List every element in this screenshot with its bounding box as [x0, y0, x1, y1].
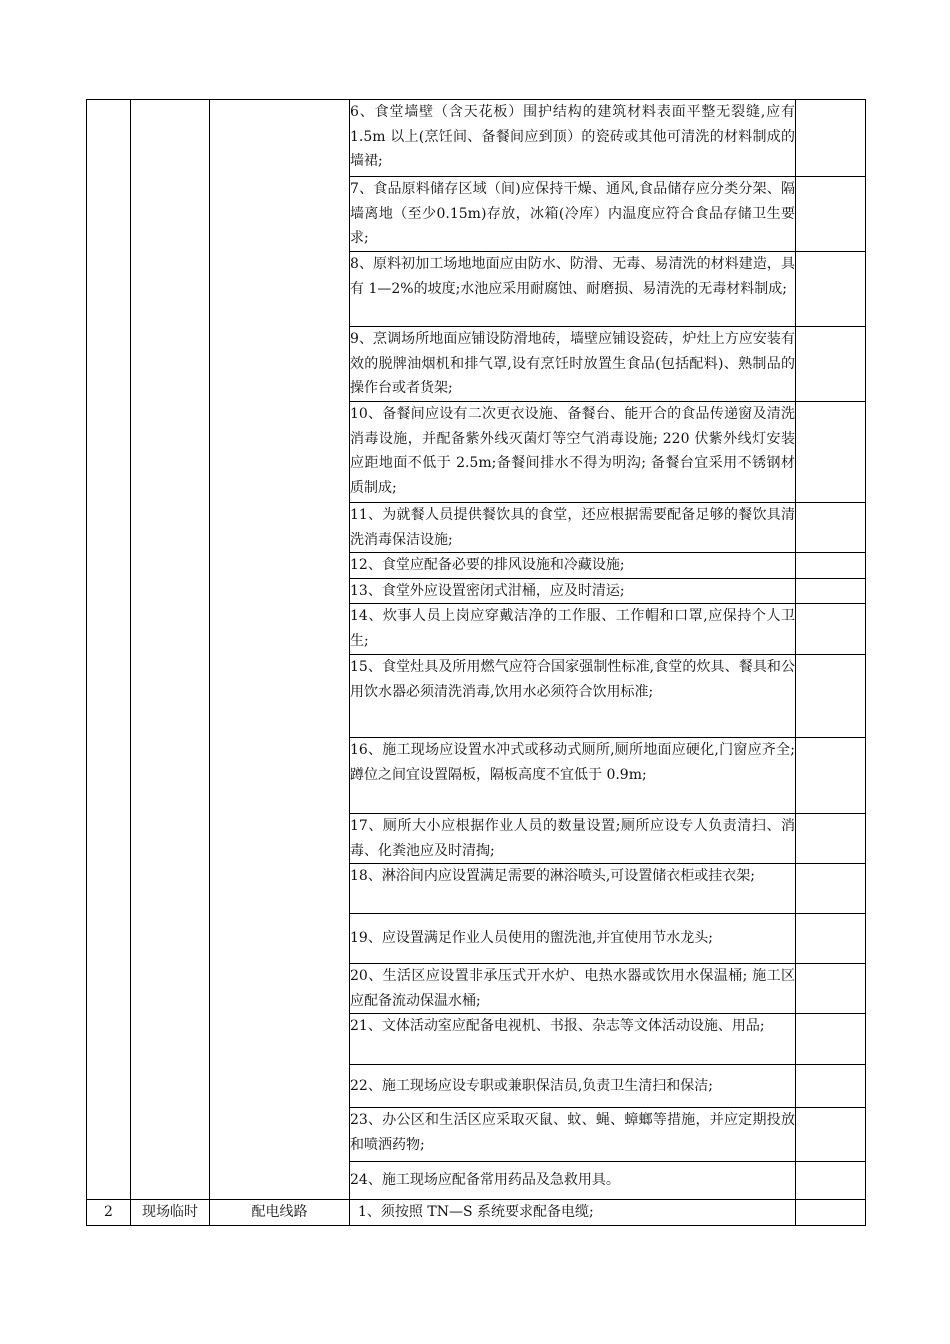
index-cell: 2: [87, 1200, 131, 1226]
requirement-cell: 8、原料初加工场地地面应由防水、防滑、无毒、易清洗的材料建造，具有 1—2%的坡度;水池应采用耐腐蚀、耐磨损、易清洗的无毒材料制成;: [350, 252, 796, 327]
item-cell: 配电线路: [210, 1200, 350, 1226]
requirement-cell: 16、施工现场应设置水冲式或移动式厕所,厕所地面应硬化,门窗应齐全; 蹲位之间宜设置隔板，隔板高度不宜低于 0.9m;: [350, 738, 796, 814]
requirement-cell: 14、炊事人员上岗应穿戴洁净的工作服、工作帽和口罩,应保持个人卫生;: [350, 604, 796, 655]
requirement-cell: 11、为就餐人员提供餐饮具的食堂，还应根据需要配备足够的餐饮具清洗消毒保洁设施;: [350, 503, 796, 553]
requirement-cell: 7、食品原料储存区域（间)应保持干燥、通风,食品储存应分类分架、隔墙离地（至少0.15m)存放，冰箱(冷库）内温度应符合食品存储卫生要求;: [350, 177, 796, 252]
result-cell[interactable]: [796, 100, 866, 177]
item-cell: [210, 100, 350, 1200]
requirement-cell: 12、食堂应配备必要的排风设施和冷藏设施;: [350, 553, 796, 579]
result-cell[interactable]: [796, 1014, 866, 1065]
inspection-table: [86, 99, 866, 1226]
result-cell[interactable]: [796, 252, 866, 327]
requirement-cell: 19、应设置满足作业人员使用的盥洗池,并宜使用节水龙头;: [350, 914, 796, 964]
result-cell[interactable]: [796, 1162, 866, 1200]
requirement-cell: 9、烹调场所地面应铺设防滑地砖，墙壁应铺设瓷砖，炉灶上方应安装有效的脱牌油烟机和排气罩,设有烹饪时放置生食品(包括配料)、熟制品的操作台或者货架;: [350, 327, 796, 402]
requirement-cell: 1、须按照 TN—S 系统要求配备电缆;: [350, 1200, 796, 1226]
requirement-cell: 21、文体活动室应配备电视机、书报、杂志等文体活动设施、用品;: [350, 1014, 796, 1065]
result-cell[interactable]: [796, 655, 866, 738]
result-cell[interactable]: [796, 1200, 866, 1226]
requirement-cell: 13、食堂外应设置密闭式泔桶，应及时清运;: [350, 578, 796, 604]
result-cell[interactable]: [796, 964, 866, 1014]
category-cell: 现场临时: [131, 1200, 210, 1226]
result-cell[interactable]: [796, 1108, 866, 1162]
result-cell[interactable]: [796, 177, 866, 252]
requirement-cell: 6、食堂墙壁（含天花板）围护结构的建筑材料表面平整无裂缝,应有 1.5m 以上(烹饪间、备餐间应到顶）的瓷砖或其他可清洗的材料制成的墙裙;: [350, 100, 796, 177]
requirement-cell: 15、食堂灶具及所用燃气应符合国家强制性标准,食堂的炊具、餐具和公用饮水器必须清洗消毒,饮用水必须符合饮用标准;: [350, 655, 796, 738]
requirement-cell: 17、厕所大小应根据作业人员的数量设置;厕所应设专人负责清扫、消毒、化粪池应及时清掏;: [350, 814, 796, 864]
requirement-cell: 18、淋浴间内应设置满足需要的淋浴喷头,可设置储衣柜或挂衣架;: [350, 864, 796, 914]
result-cell[interactable]: [796, 814, 866, 864]
result-cell[interactable]: [796, 1065, 866, 1108]
result-cell[interactable]: [796, 864, 866, 914]
result-cell[interactable]: [796, 402, 866, 503]
requirement-cell: 22、施工现场应设专职或兼职保洁员,负责卫生清扫和保洁;: [350, 1065, 796, 1108]
requirement-cell: 20、生活区应设置非承压式开水炉、电热水器或饮用水保温桶; 施工区应配备流动保温水桶;: [350, 964, 796, 1014]
result-cell[interactable]: [796, 553, 866, 579]
result-cell[interactable]: [796, 738, 866, 814]
result-cell[interactable]: [796, 914, 866, 964]
requirement-cell: 23、办公区和生活区应采取灭鼠、蚊、蝇、蟑螂等措施，并应定期投放和喷洒药物;: [350, 1108, 796, 1162]
result-cell[interactable]: [796, 503, 866, 553]
result-cell[interactable]: [796, 578, 866, 604]
result-cell[interactable]: [796, 327, 866, 402]
result-cell[interactable]: [796, 604, 866, 655]
requirement-cell: 24、施工现场应配备常用药品及急救用具。: [350, 1162, 796, 1200]
requirement-cell: 10、备餐间应设有二次更衣设施、备餐台、能开合的食品传递窗及清洗消毒设施，并配备紫外线灭菌灯等空气消毒设施; 220 伏紫外线灯安装应距地面不低于 2.5m;备餐间排水不得为明沟; 备餐台宜采用不锈钢材质制成;: [350, 402, 796, 503]
category-cell: [131, 100, 210, 1200]
index-cell: [87, 100, 131, 1200]
